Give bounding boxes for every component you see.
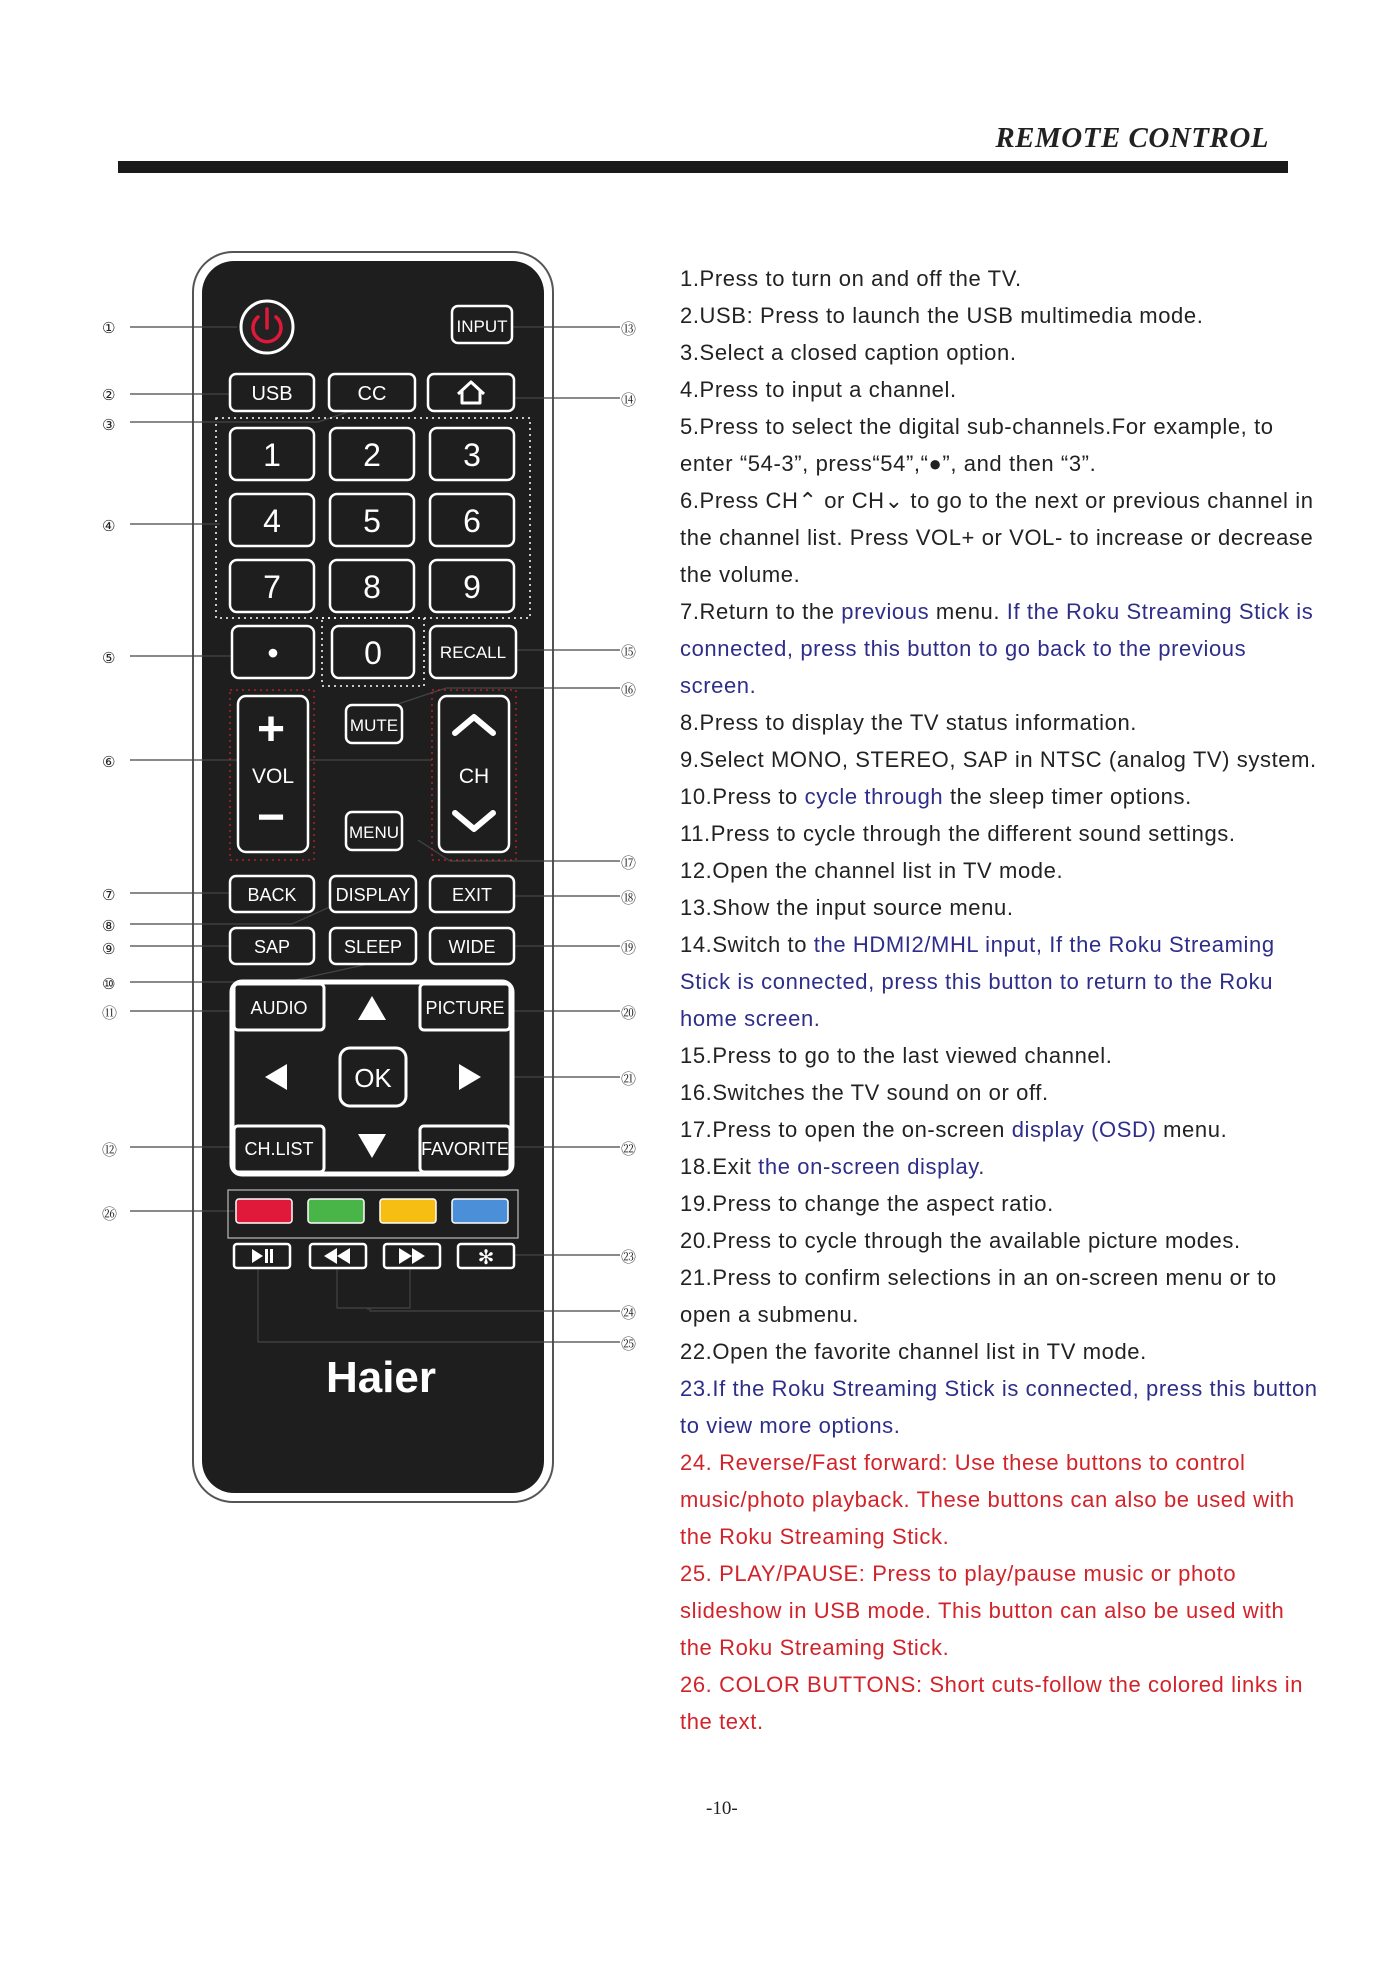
wide-button[interactable] xyxy=(430,928,514,964)
zero-label: 0 xyxy=(364,635,382,671)
callout-16: ⑯ xyxy=(621,681,637,699)
picture-label: PICTURE xyxy=(425,998,505,1018)
instruction-text: 5.Press to select the digital sub-channels.For example, to enter “54-3”, press“54”,“●”, and then “3”. xyxy=(680,414,1274,476)
nav-cluster xyxy=(232,982,512,1174)
instruction-text: If the Roku Streaming Stick is connected, press this button to go back to the previous screen. xyxy=(680,599,1314,698)
dot-button[interactable] xyxy=(232,626,314,678)
instruction-text: 10.Press to xyxy=(680,784,805,809)
input-label: INPUT xyxy=(456,317,508,336)
home-button[interactable] xyxy=(428,374,514,411)
exit-label: EXIT xyxy=(451,885,493,905)
page-header-title: REMOTE CONTROL xyxy=(995,122,1269,154)
instruction-text: the HDMI2/MHL input, If the Roku Streaming Stick is connected, press this button to return to the Roku home screen. xyxy=(680,932,1275,1031)
favorite-label: FAVORITE xyxy=(421,1139,509,1159)
zero-button[interactable] xyxy=(332,626,414,678)
instruction-item xyxy=(680,704,1320,741)
instruction-text: 18.Exit xyxy=(680,1154,759,1179)
ok-button[interactable] xyxy=(340,1048,406,1106)
instruction-item xyxy=(680,297,1320,334)
sleep-label: SLEEP xyxy=(343,937,403,957)
ok-label: OK xyxy=(354,1063,392,1093)
instruction-item xyxy=(680,926,1320,1037)
yellow-color-button[interactable] xyxy=(380,1199,436,1223)
sap-button[interactable] xyxy=(230,928,314,964)
back-button[interactable] xyxy=(230,876,314,912)
instruction-item xyxy=(680,260,1320,297)
cc-label: CC xyxy=(357,383,387,405)
blue-color-button[interactable] xyxy=(452,1199,508,1223)
instruction-item xyxy=(680,1074,1320,1111)
instruction-item xyxy=(680,1111,1320,1148)
callout-10: ⑩ xyxy=(102,975,116,993)
instruction-text: 9.Select MONO, STEREO, SAP in NTSC (analog TV) system. xyxy=(680,747,1317,772)
instruction-item xyxy=(680,889,1320,926)
callout-8: ⑧ xyxy=(102,917,116,935)
callout-23: ㉓ xyxy=(621,1248,637,1266)
callout-12: ⑫ xyxy=(102,1141,118,1159)
digit-5-label: 5 xyxy=(363,503,381,539)
green-color-button[interactable] xyxy=(308,1199,364,1223)
instruction-item xyxy=(680,371,1320,408)
favorite-button[interactable] xyxy=(420,1126,510,1172)
instruction-text: 7.Return to the xyxy=(680,599,842,624)
page-number: -10- xyxy=(706,1798,738,1819)
instruction-text: display (OSD) xyxy=(1011,1117,1157,1142)
instruction-item xyxy=(680,408,1320,482)
dot-label: • xyxy=(267,635,279,671)
digit-1-label: 1 xyxy=(263,437,281,473)
red-color-button[interactable] xyxy=(236,1199,292,1223)
instruction-text: 2.USB: Press to launch the USB multimedia mode. xyxy=(680,303,1204,328)
channel-rocker[interactable] xyxy=(439,696,509,852)
mute-label: MUTE xyxy=(349,716,399,735)
chlist-button[interactable] xyxy=(234,1126,324,1172)
instruction-item xyxy=(680,1555,1320,1666)
menu-label: MENU xyxy=(348,823,400,842)
instruction-text: 3.Select a closed caption option. xyxy=(680,340,1017,365)
wide-label: WIDE xyxy=(448,937,496,957)
fast-forward-button[interactable] xyxy=(384,1244,440,1268)
digit-7-button[interactable] xyxy=(230,560,314,612)
callout-21: ㉑ xyxy=(621,1070,637,1088)
instruction-item xyxy=(680,1444,1320,1555)
instruction-text: the sleep timer options. xyxy=(943,784,1192,809)
instruction-text: the on-screen display. xyxy=(758,1154,985,1179)
instruction-text: 17.Press to open the on-screen xyxy=(680,1117,1012,1142)
sap-label: SAP xyxy=(253,937,291,957)
ch-label: CH xyxy=(458,765,490,788)
callout-4: ④ xyxy=(102,517,116,535)
digit-1-button[interactable] xyxy=(230,428,314,480)
instruction-text: 14.Switch to xyxy=(680,932,814,957)
digit-2-button[interactable] xyxy=(330,428,414,480)
volume-rocker[interactable] xyxy=(238,696,308,852)
callout-9: ⑨ xyxy=(102,940,116,958)
callout-19: ⑲ xyxy=(621,939,637,957)
instruction-item xyxy=(680,1037,1320,1074)
mute-button[interactable] xyxy=(346,705,402,743)
star-icon: ✻ xyxy=(477,1247,495,1269)
display-button[interactable] xyxy=(330,876,416,912)
brand-logo: Haier xyxy=(325,1353,437,1402)
instruction-text: 12.Open the channel list in TV mode. xyxy=(680,858,1064,883)
sleep-button[interactable] xyxy=(330,928,416,964)
instruction-text: 13.Show the input source menu. xyxy=(680,895,1014,920)
instructions-list xyxy=(680,260,1320,1740)
instruction-item xyxy=(680,334,1320,371)
chlist-label: CH.LIST xyxy=(244,1139,314,1159)
cc-button[interactable] xyxy=(329,374,415,411)
instruction-item xyxy=(680,778,1320,815)
instruction-text: menu. xyxy=(1156,1117,1228,1142)
instruction-text: 26. COLOR BUTTONS: Short cuts-follow the colored links in the text. xyxy=(680,1672,1304,1734)
usb-button[interactable] xyxy=(230,374,314,411)
instruction-text: 4.Press to input a channel. xyxy=(680,377,957,402)
instruction-text: 25. PLAY/PAUSE: Press to play/pause music or photo slideshow in USB mode. This button can also be used with the Roku Streaming Stick. xyxy=(680,1561,1285,1660)
digit-8-label: 8 xyxy=(363,569,381,605)
callout-5: ⑤ xyxy=(102,649,116,667)
instruction-text: 6.Press CH⌃ or CH⌄ to go to the next or previous channel in the channel list. Press VOL+ or VOL- to increase or decrease the volume. xyxy=(680,488,1314,587)
instruction-item xyxy=(680,1259,1320,1333)
callout-14: ⑭ xyxy=(621,391,637,409)
instruction-item xyxy=(680,741,1320,778)
instruction-item xyxy=(680,1333,1320,1370)
recall-button[interactable] xyxy=(430,626,516,678)
instruction-text: 8.Press to display the TV status information. xyxy=(680,710,1138,735)
instruction-item xyxy=(680,852,1320,889)
callout-25: ㉕ xyxy=(621,1335,637,1353)
callout-6: ⑥ xyxy=(102,753,116,771)
rewind-button[interactable] xyxy=(310,1244,366,1268)
instruction-item xyxy=(680,1222,1320,1259)
callout-26: ㉖ xyxy=(102,1205,118,1223)
digit-9-label: 9 xyxy=(463,569,481,605)
input-button[interactable] xyxy=(452,306,512,343)
exit-button[interactable] xyxy=(430,876,514,912)
callout-3: ③ xyxy=(102,416,116,434)
callout-13: ⑬ xyxy=(621,320,637,338)
callout-15: ⑮ xyxy=(621,643,637,661)
instruction-text: 19.Press to change the aspect ratio. xyxy=(680,1191,1054,1216)
play-pause-button[interactable] xyxy=(234,1244,290,1268)
instruction-item xyxy=(680,1185,1320,1222)
pause-icon xyxy=(265,1249,268,1263)
instruction-text: 20.Press to cycle through the available picture modes. xyxy=(680,1228,1241,1253)
audio-button[interactable] xyxy=(234,984,324,1030)
digit-7-label: 7 xyxy=(263,569,281,605)
options-button[interactable] xyxy=(458,1244,514,1269)
digit-3-button[interactable] xyxy=(430,428,514,480)
instruction-text: 23.If the Roku Streaming Stick is connected, press this button to view more options. xyxy=(680,1376,1318,1438)
callout-2: ② xyxy=(102,386,116,404)
digit-8-button[interactable] xyxy=(330,560,414,612)
menu-button[interactable] xyxy=(346,812,402,850)
recall-label: RECALL xyxy=(439,643,507,662)
digit-9-button[interactable] xyxy=(430,560,514,612)
back-label: BACK xyxy=(247,885,297,905)
instruction-item xyxy=(680,1666,1320,1740)
usb-label: USB xyxy=(251,383,293,405)
callout-20: ⑳ xyxy=(621,1004,637,1022)
digit-4-label: 4 xyxy=(263,503,281,539)
callout-1: ① xyxy=(102,319,116,337)
instruction-text: 22.Open the favorite channel list in TV mode. xyxy=(680,1339,1147,1364)
instruction-item xyxy=(680,482,1320,593)
callout-18: ⑱ xyxy=(621,889,637,907)
digit-4-button[interactable] xyxy=(230,494,314,546)
instruction-text: 15.Press to go to the last viewed channel. xyxy=(680,1043,1113,1068)
instruction-text: previous xyxy=(841,599,930,624)
instruction-text: menu. xyxy=(929,599,1007,624)
instruction-item xyxy=(680,1370,1320,1444)
picture-button[interactable] xyxy=(420,984,510,1030)
callout-22: ㉒ xyxy=(621,1140,637,1158)
display-label: DISPLAY xyxy=(335,885,411,905)
instruction-text: 21.Press to confirm selections in an on-screen menu or to open a submenu. xyxy=(680,1265,1277,1327)
digit-5-button[interactable] xyxy=(330,494,414,546)
callout-17: ⑰ xyxy=(621,854,637,872)
power-button[interactable] xyxy=(241,301,293,353)
digit-3-label: 3 xyxy=(463,437,481,473)
instruction-item xyxy=(680,593,1320,704)
callout-24: ㉔ xyxy=(621,1304,637,1322)
digit-6-button[interactable] xyxy=(430,494,514,546)
instruction-text: 1.Press to turn on and off the TV. xyxy=(680,266,1022,291)
vol-minus-label: − xyxy=(256,791,286,844)
vol-plus-label: + xyxy=(256,703,286,756)
callout-7: ⑦ xyxy=(102,886,116,904)
instruction-text: 11.Press to cycle through the different sound settings. xyxy=(680,821,1236,846)
instruction-text: 16.Switches the TV sound on or off. xyxy=(680,1080,1049,1105)
instruction-item xyxy=(680,815,1320,852)
vol-label: VOL xyxy=(251,765,295,788)
audio-label: AUDIO xyxy=(250,998,308,1018)
callout-11: ⑪ xyxy=(102,1004,118,1022)
digit-2-label: 2 xyxy=(363,437,381,473)
instruction-text: 24. Reverse/Fast forward: Use these buttons to control music/photo playback. These buttons can also be used with the Roku Streaming Stick. xyxy=(680,1450,1295,1549)
digit-6-label: 6 xyxy=(463,503,481,539)
instruction-item xyxy=(680,1148,1320,1185)
instruction-text: cycle through xyxy=(804,784,944,809)
